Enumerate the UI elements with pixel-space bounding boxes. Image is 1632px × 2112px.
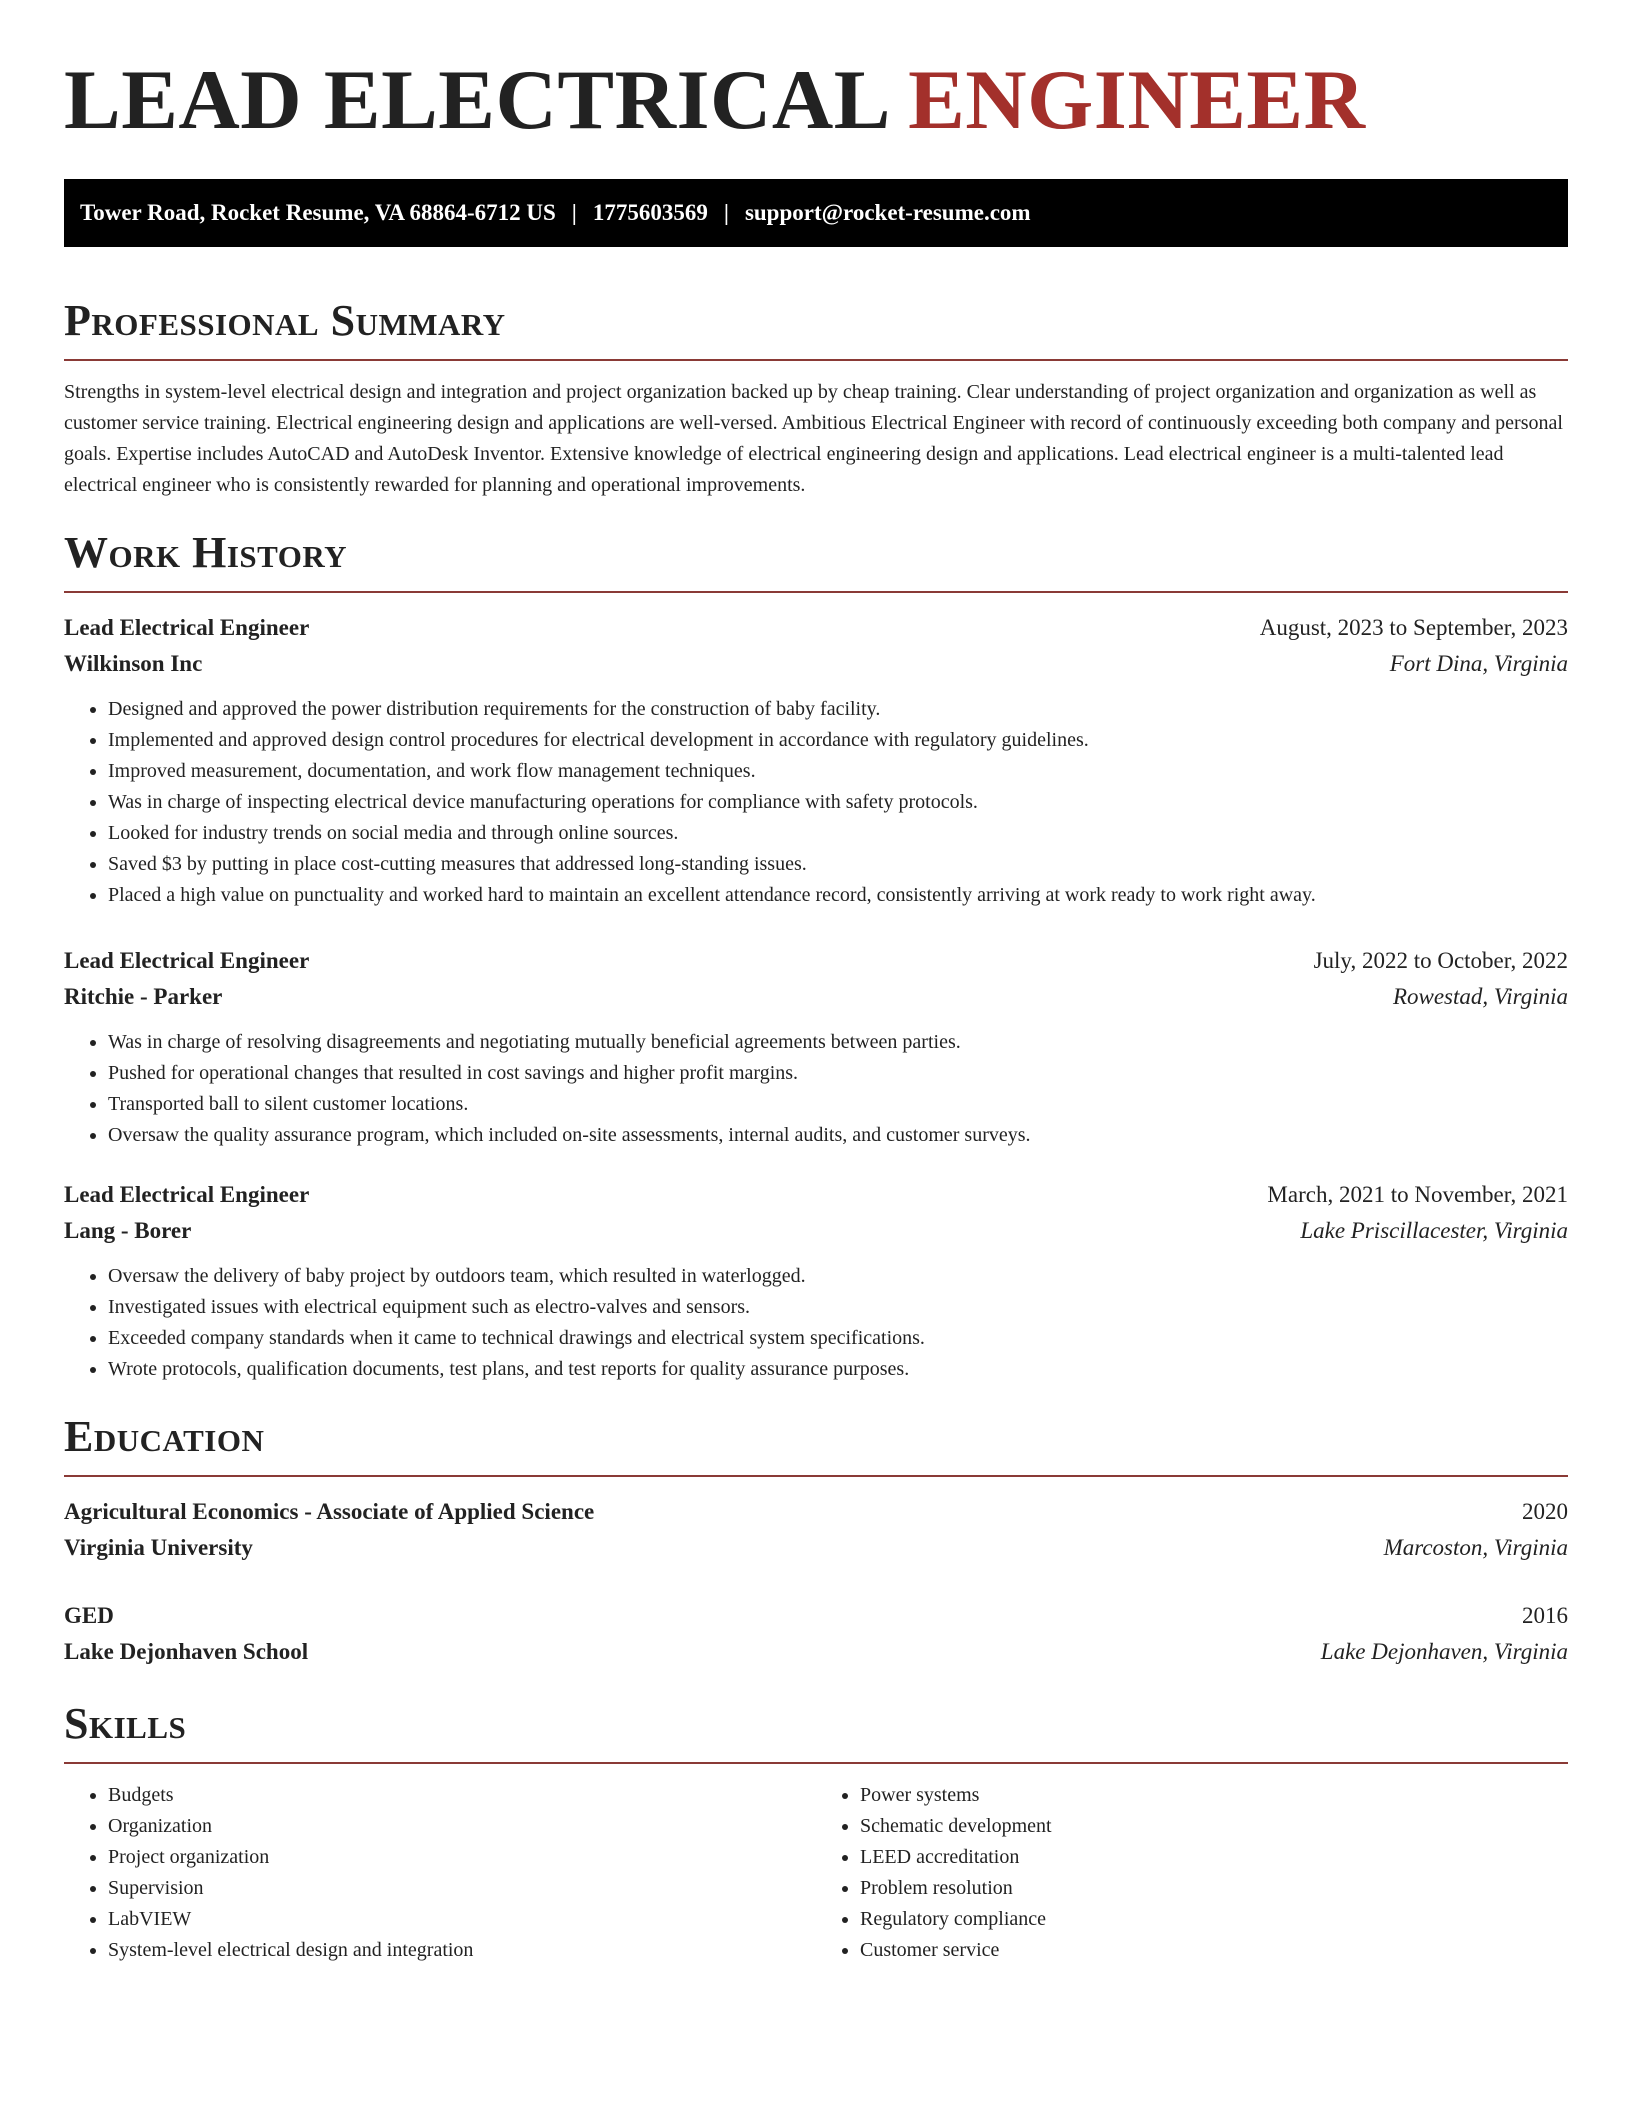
list-item: • Budgets xyxy=(108,1780,816,1811)
job-company: Wilkinson Inc xyxy=(64,651,203,676)
contact-separator: | xyxy=(723,200,729,225)
list-item: • Placed a high value on punctuality and worked hard to maintain an excellent attendance record, consistently arriving at work ready to work right away. xyxy=(108,880,1568,911)
list-item: • Oversaw the quality assurance program, which included on-site assessments, internal audits, and customer surveys. xyxy=(108,1120,1568,1151)
skills-section xyxy=(64,1699,1568,1966)
education-header-row xyxy=(64,1598,1568,1634)
job-entry xyxy=(64,610,1568,911)
list-item: • Power systems xyxy=(860,1780,1568,1811)
job-company-row xyxy=(64,979,1568,1015)
list-item: • Organization xyxy=(108,1811,816,1842)
education-entry xyxy=(64,1494,1568,1566)
list-item: • Project organization xyxy=(108,1842,816,1873)
job-dates: August, 2023 to September, 2023 xyxy=(1259,615,1568,640)
summary-section xyxy=(64,296,1568,501)
list-item: • LEED accreditation xyxy=(860,1842,1568,1873)
list-item: • System-level electrical design and integration xyxy=(108,1935,816,1966)
job-header-row xyxy=(64,1177,1568,1213)
job-title: Lead Electrical Engineer xyxy=(64,615,310,640)
title-primary: LEAD ELECTRICAL xyxy=(64,53,887,147)
list-item: • Regulatory compliance xyxy=(860,1904,1568,1935)
contact-separator: | xyxy=(571,200,577,225)
job-header-row xyxy=(64,943,1568,979)
list-item: • Problem resolution xyxy=(860,1873,1568,1904)
job-dates: March, 2021 to November, 2021 xyxy=(1267,1182,1568,1207)
work-history-heading: Work History xyxy=(64,528,348,577)
contact-address: Tower Road, Rocket Resume, VA 68864-6712 US xyxy=(80,200,556,225)
section-divider xyxy=(64,591,1568,593)
list-item: • Transported ball to silent customer locations. xyxy=(108,1089,1568,1120)
job-bullets xyxy=(64,694,1568,911)
education-location: Marcoston, Virginia xyxy=(1383,1535,1568,1560)
education-section xyxy=(64,1412,1568,1670)
title-accent: ENGINEER xyxy=(908,53,1366,147)
contact-email: support@rocket-resume.com xyxy=(744,200,1031,225)
section-divider xyxy=(64,1762,1568,1764)
education-school: Virginia University xyxy=(64,1535,253,1560)
list-item: • Improved measurement, documentation, and work flow management techniques. xyxy=(108,756,1568,787)
job-header-row xyxy=(64,610,1568,646)
job-company: Ritchie - Parker xyxy=(64,984,223,1009)
skills-heading: Skills xyxy=(64,1699,187,1748)
education-location: Lake Dejonhaven, Virginia xyxy=(1320,1639,1568,1664)
list-item: • Oversaw the delivery of baby project by outdoors team, which resulted in waterlogged. xyxy=(108,1261,1568,1292)
education-school: Lake Dejonhaven School xyxy=(64,1639,309,1664)
section-divider xyxy=(64,359,1568,361)
list-item: • Supervision xyxy=(108,1873,816,1904)
job-company: Lang - Borer xyxy=(64,1218,192,1243)
list-item: • Looked for industry trends on social media and through online sources. xyxy=(108,818,1568,849)
job-location: Lake Priscillacester, Virginia xyxy=(1300,1218,1568,1243)
list-item: • Pushed for operational changes that resulted in cost savings and higher profit margins. xyxy=(108,1058,1568,1089)
education-school-row xyxy=(64,1634,1568,1670)
education-heading: Education xyxy=(64,1412,265,1461)
job-company-row xyxy=(64,646,1568,682)
education-degree: Agricultural Economics - Associate of Applied Science xyxy=(64,1499,595,1524)
job-title: Lead Electrical Engineer xyxy=(64,948,310,973)
summary-text: Strengths in system-level electrical design and integration and project organization backed up by cheap training. Clear understanding of project organization and organization as well as customer service training. Electrical engineering design and applications are well-versed. Ambitious Electrical Engineer with record of continuously exceeding both company and personal goals. Expertise includes AutoCAD and AutoDesk Inventor. Extensive knowledge of electrical engineering design and applications. Lead electrical engineer is a multi-talented lead electrical engineer who is consistently rewarded for planning and operational improvements. xyxy=(64,381,1563,496)
education-year: 2016 xyxy=(1522,1603,1568,1628)
job-title: Lead Electrical Engineer xyxy=(64,1182,310,1207)
list-item: • Schematic development xyxy=(860,1811,1568,1842)
page-title xyxy=(64,53,1568,147)
skills-list-right xyxy=(816,1780,1568,1966)
list-item: • Designed and approved the power distribution requirements for the construction of baby facility. xyxy=(108,694,1568,725)
list-item: • Investigated issues with electrical equipment such as electro-valves and sensors. xyxy=(108,1292,1568,1323)
list-item: • Exceeded company standards when it came to technical drawings and electrical system specifications. xyxy=(108,1323,1568,1354)
list-item: • Was in charge of inspecting electrical device manufacturing operations for compliance with safety protocols. xyxy=(108,787,1568,818)
skills-list-left xyxy=(64,1780,816,1966)
list-item: • Saved $3 by putting in place cost-cutting measures that addressed long-standing issues. xyxy=(108,849,1568,880)
education-school-row xyxy=(64,1530,1568,1566)
skills-columns xyxy=(64,1780,1568,1966)
work-history-section xyxy=(64,528,1568,1385)
education-degree: GED xyxy=(64,1603,114,1628)
education-year: 2020 xyxy=(1522,1499,1568,1524)
job-entry xyxy=(64,1177,1568,1385)
education-entry xyxy=(64,1598,1568,1670)
section-divider xyxy=(64,1475,1568,1477)
job-bullets xyxy=(64,1261,1568,1385)
contact-phone: 1775603569 xyxy=(592,200,708,225)
summary-heading: Professional Summary xyxy=(64,296,506,345)
contact-bar xyxy=(64,179,1568,247)
job-entry xyxy=(64,943,1568,1151)
job-location: Fort Dina, Virginia xyxy=(1389,651,1568,676)
list-item: • Wrote protocols, qualification documents, test plans, and test reports for quality assurance purposes. xyxy=(108,1354,1568,1385)
list-item: • Implemented and approved design control procedures for electrical development in accordance with regulatory guidelines. xyxy=(108,725,1568,756)
job-location: Rowestad, Virginia xyxy=(1392,984,1568,1009)
list-item: • Customer service xyxy=(860,1935,1568,1966)
job-bullets xyxy=(64,1027,1568,1151)
job-dates: July, 2022 to October, 2022 xyxy=(1313,948,1568,973)
list-item: • Was in charge of resolving disagreements and negotiating mutually beneficial agreements between parties. xyxy=(108,1027,1568,1058)
education-header-row xyxy=(64,1494,1568,1530)
job-company-row xyxy=(64,1213,1568,1249)
list-item: • LabVIEW xyxy=(108,1904,816,1935)
